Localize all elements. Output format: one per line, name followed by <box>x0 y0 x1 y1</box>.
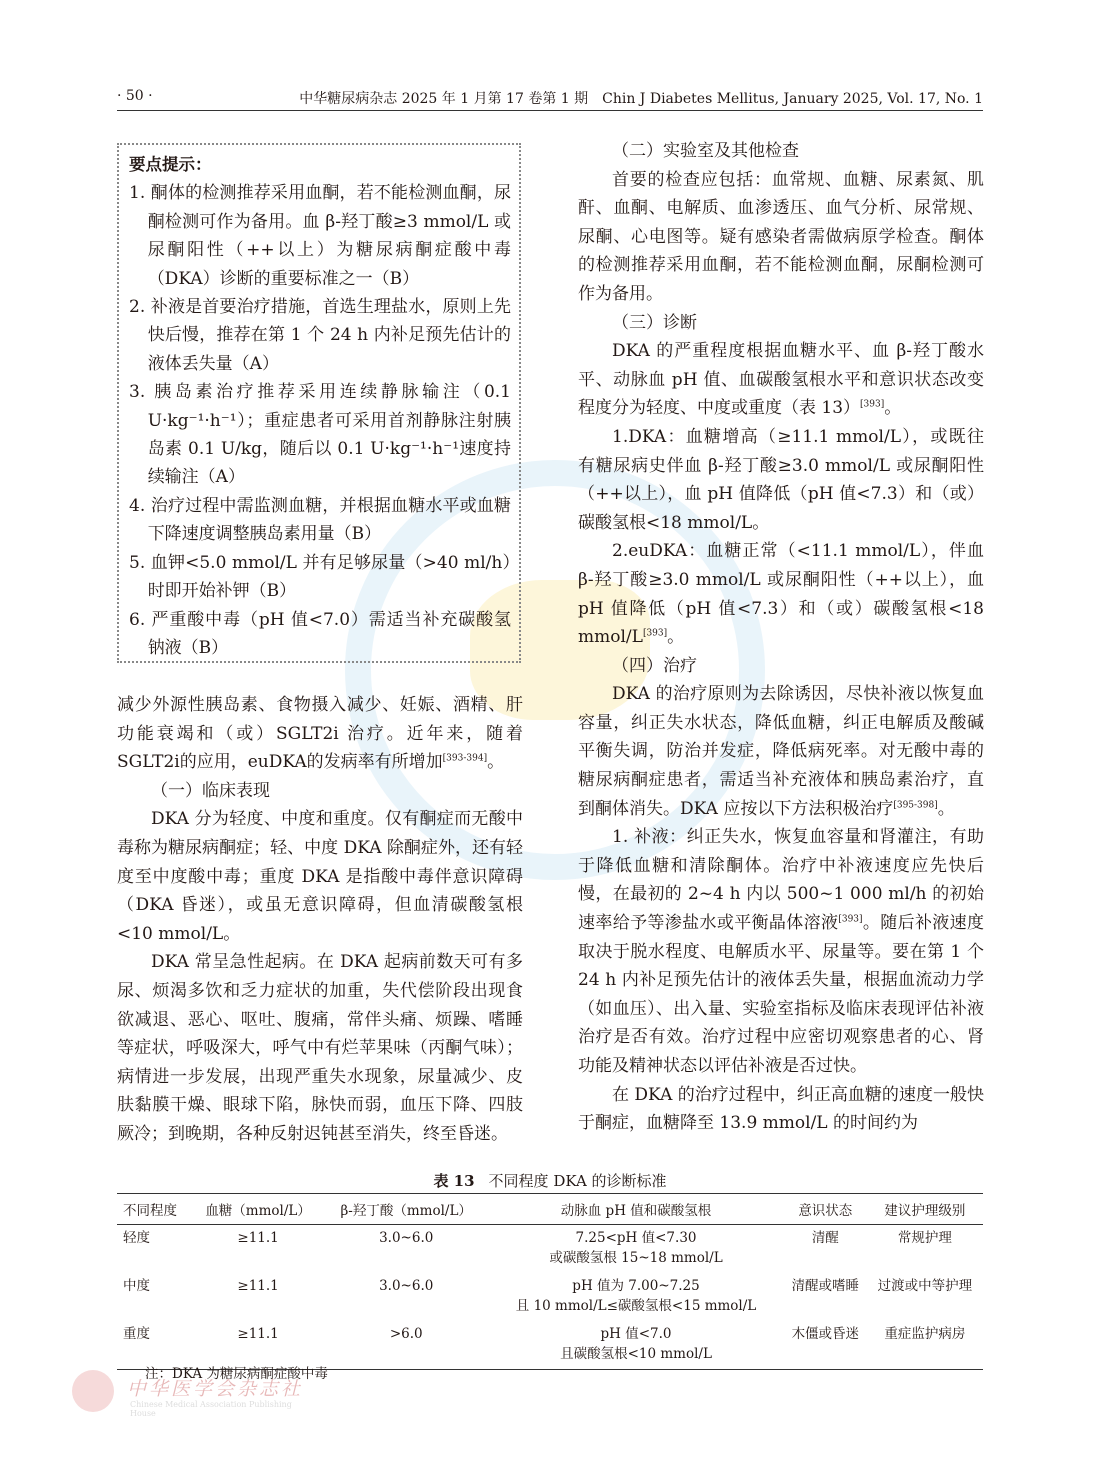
table-note: 注：DKA 为糖尿病酮症酸中毒 <box>145 1366 328 1382</box>
table-cell: 清醒 <box>811 1230 839 1246</box>
cell-line: 7.25<pH 值<7.30 <box>575 1230 697 1246</box>
table-cell: 中度 <box>123 1278 150 1294</box>
cell-line: pH 值<7.0 <box>600 1326 672 1342</box>
paragraph <box>117 691 523 777</box>
table-cell: >6.0 <box>389 1326 423 1342</box>
key-point-item: 1. 酮体的检测推荐采用血酮，若不能检测血酮，尿酮检测可作为备用。血 β-羟丁酸≥3 mmol/L 或尿酮阳性（++以上）为糖尿病酮症酸中毒（DKA）诊断的重要标准之一（B） <box>129 183 511 289</box>
table-cell: ≥11.1 <box>237 1278 279 1294</box>
paragraph-text: DKA 的治疗原则为去除诱因，尽快补液以恢复血容量，纠正失水状态，降低血糖，纠正电解质及酸碱平衡失调，防治并发症，降低病死率。对无酸中毒的糖尿病酮症患者，需适当补充液体和胰岛素治疗，直到酮体消失。DKA 应按以下方法积极治疗 <box>578 684 984 819</box>
citation-ref: [393] <box>838 914 863 925</box>
cell-line: 且碳酸氢根<10 mmol/L <box>560 1346 712 1362</box>
page-number: · 50 · <box>117 88 153 104</box>
cell-line: pH 值为 7.00~7.25 <box>572 1278 700 1294</box>
left-column <box>117 691 523 1149</box>
table-cell: 重度 <box>123 1326 150 1342</box>
publisher-seal-icon <box>72 1370 114 1412</box>
paragraph <box>578 1081 984 1138</box>
paragraph-text: DKA 常呈急性起病。在 DKA 起病前数天可有多尿、烦渴多饮和乏力症状的加重，失代偿阶段出现食欲减退、恶心、呕吐、腹痛，常伴头痛、烦躁、嗜睡等症状，呼吸深大，呼气中有烂苹果味（丙酮气味）；病情进一步发展，出现严重失水现象，尿量减少、皮肤黏膜干燥、眼球下陷，脉快而弱，血压下降、四肢厥冷；到晚期，各种反射迟钝甚至消失，终至昏迷。 <box>117 952 523 1144</box>
table-cell: 清醒或嗜睡 <box>791 1278 860 1294</box>
running-header <box>117 88 983 111</box>
table-cell: 重症监护病房 <box>884 1326 966 1342</box>
citation-ref: [393] <box>642 628 668 639</box>
paragraph <box>117 948 523 1148</box>
paragraph-tail: 。 <box>937 798 955 819</box>
paragraph-tail: 。 <box>667 627 685 648</box>
table-row <box>117 1225 983 1274</box>
table-cell <box>488 1273 784 1321</box>
key-point-item: 2. 补液是首要治疗措施，首选生理盐水，原则上先快后慢，推荐在第 1 个 24 h 内补足预先估计的液体丢失量（A） <box>129 297 511 374</box>
paragraph-text: 2.euDKA：血糖正常（<11.1 mmol/L），伴血 β-羟丁酸≥3.0 mmol/L 或尿酮阳性（++以上），血 pH 值降低（pH 值<7.3）和（或）碳酸氢根<18 mmol/L <box>578 541 984 648</box>
paragraph-text: （三）诊断 <box>612 312 697 333</box>
paragraph-text: 1. 补液：纠正失水，恢复血容量和肾灌注，有助于降低血糖和清除酮体。治疗中补液速度应先快后慢，在最初的 2~4 h 内以 500~1 000 ml/h 的初始速率给予等渗盐水或平衡晶体溶液 <box>578 827 984 934</box>
key-point-item: 5. 血钾<5.0 mmol/L 并有足够尿量（>40 ml/h）时即开始补钾（B） <box>129 552 511 602</box>
table-header: 建议护理级别 <box>884 1203 966 1219</box>
paragraph-tail: 。 <box>884 398 902 419</box>
citation-ref: [393] <box>860 399 885 410</box>
paragraph-tail: 。 <box>487 752 505 773</box>
table-title: 不同程度 DKA 的诊断标准 <box>488 1172 667 1190</box>
citation-ref: [393-394] <box>442 753 488 764</box>
key-points-title: 要点提示： <box>129 155 212 174</box>
paragraph <box>117 777 523 806</box>
table-cell: 过渡或中等护理 <box>877 1278 973 1294</box>
table-row <box>117 1273 983 1321</box>
paragraph <box>578 680 984 823</box>
paragraph-text: 在 DKA 的治疗过程中，纠正高血糖的速度一般快于酮症，血糖降至 13.9 mmol/L 的时间约为 <box>578 1084 984 1134</box>
paragraph <box>578 137 984 166</box>
paragraph <box>578 537 984 651</box>
paragraph-text: 1.DKA：血糖增高（≥11.1 mmol/L），或既往有糖尿病史伴血 β-羟丁酸≥3.0 mmol/L 或尿酮阳性（++以上），血 pH 值降低（pH 值<7.3）和（或）碳酸氢根<18 mmol/L。 <box>578 426 984 533</box>
diagnosis-table <box>117 1193 983 1370</box>
table-cell: 轻度 <box>123 1230 150 1246</box>
paragraph-text: 首要的检查应包括：血常规、血糖、尿素氮、肌酐、血酮、电解质、血渗透压、血气分析、尿常规、尿酮、心电图等。疑有感染者需做病原学检查。酮体的检测推荐采用血酮，若不能检测血酮，尿酮检测可作为备用。 <box>578 169 984 304</box>
key-point-item: 3. 胰岛素治疗推荐采用连续静脉输注（0.1 U·kg⁻¹·h⁻¹）；重症患者可采用首剂静脉注射胰岛素 0.1 U/kg，随后以 0.1 U·kg⁻¹·h⁻¹速度持续输注（A） <box>129 382 511 488</box>
publisher-name-en: Chinese Medical Association Publishing House <box>130 1400 292 1418</box>
table-header: 血糖（mmol/L） <box>205 1203 311 1219</box>
table-cell <box>488 1225 784 1274</box>
paragraph-text: 减少外源性胰岛素、食物摄入减少、妊娠、酒精、肝功能衰竭和（或）SGLT2i 治疗。近年来，随着SGLT2i的应用，euDKA的发病率有所增加 <box>117 695 523 773</box>
paragraph <box>578 652 984 681</box>
table-cell: ≥11.1 <box>237 1326 279 1342</box>
table-cell: 3.0~6.0 <box>379 1230 434 1246</box>
key-point-item: 6. 严重酸中毒（pH 值<7.0）需适当补充碳酸氢钠液（B） <box>129 609 511 658</box>
paragraph-tail: 。随后补液速度取决于脱水程度、电解质水平、尿量等。要在第 1 个 24 h 内补足预先估计的液体丢失量，根据血流动力学（如血压）、出入量、实验室指标及临床表现评估补液治疗是否有效。治疗过程中应密切观察患者的心、肾功能及精神状态以评估补液是否过快。 <box>578 913 985 1076</box>
cell-line: 或碳酸氢根 15~18 mmol/L <box>549 1250 723 1266</box>
paragraph-text: （二）实验室及其他检查 <box>612 141 799 161</box>
cell-line: 且 10 mmol/L≤碳酸氢根<15 mmol/L <box>515 1298 757 1314</box>
publisher-logo <box>72 1370 312 1420</box>
table-cell: 木僵或昏迷 <box>791 1326 860 1342</box>
table-header: 意识状态 <box>798 1203 853 1219</box>
paragraph-text: （四）治疗 <box>612 655 697 676</box>
table-header: 不同程度 <box>123 1203 177 1219</box>
paragraph <box>578 337 984 423</box>
table-cell <box>488 1321 784 1370</box>
table-cell: 3.0~6.0 <box>379 1278 434 1294</box>
paragraph <box>117 805 523 948</box>
key-point-item: 4. 治疗过程中需监测血糖，并根据血糖水平或血糖下降速度调整胰岛素用量（B） <box>129 495 511 545</box>
key-points-box <box>117 143 521 663</box>
publisher-name-cn: 中华医学会杂志社 <box>127 1378 304 1400</box>
paragraph <box>578 166 984 309</box>
table-caption <box>0 1170 1100 1191</box>
table-label: 表 13 <box>433 1172 475 1190</box>
table-header: 动脉血 pH 值和碳酸氢根 <box>560 1203 712 1219</box>
journal-citation: 中华糖尿病杂志 2025 年 1 月第 17 卷第 1 期 Chin J Diabetes Mellitus, January 2025, Vol. 17, No. 1 <box>299 91 983 107</box>
citation-ref: [395-398] <box>893 800 938 810</box>
paragraph-text: DKA 的严重程度根据血糖水平、血 β-羟丁酸水平、动脉血 pH 值、血碳酸氢根水平和意识状态改变程度分为轻度、中度或重度（表 13） <box>578 341 984 419</box>
table-cell: 常规护理 <box>897 1230 952 1246</box>
paragraph <box>578 309 984 338</box>
paragraph-text: （一）临床表现 <box>151 780 270 801</box>
paragraph <box>578 823 984 1080</box>
paragraph <box>578 423 984 537</box>
right-column <box>578 137 984 1138</box>
table-cell: ≥11.1 <box>237 1230 279 1246</box>
table-header: β-羟丁酸（mmol/L） <box>340 1203 472 1219</box>
paragraph-text: DKA 分为轻度、中度和重度。仅有酮症而无酸中毒称为糖尿病酮症；轻、中度 DKA 除酮症外，还有轻度至中度酸中毒；重度 DKA 是指酸中毒伴意识障碍（DKA 昏迷），或虽无意识障碍，但血清碳酸氢根<10 mmol/L。 <box>117 809 523 944</box>
